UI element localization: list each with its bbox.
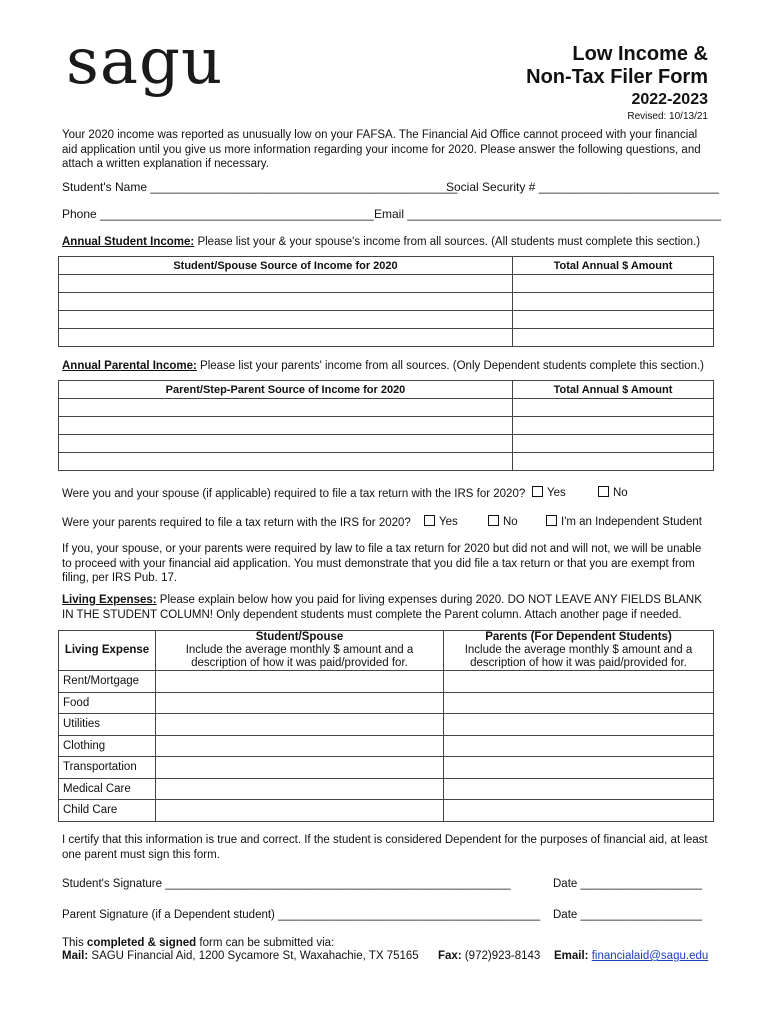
living-col-parents — [444, 631, 714, 671]
expense-label: Transportation — [59, 757, 156, 779]
income-amount-cell[interactable] — [513, 417, 714, 435]
table-row — [59, 692, 714, 714]
tax-q1-yes-option[interactable] — [532, 486, 566, 501]
table-row — [59, 757, 714, 779]
checkbox-icon[interactable] — [532, 486, 543, 497]
income-amount-cell[interactable] — [513, 329, 714, 347]
student-income-note: Please list your & your spouse's income from all sources. (All students must complete this section.) — [194, 236, 701, 248]
table-row — [59, 671, 714, 693]
income-source-cell[interactable] — [59, 293, 513, 311]
checkbox-icon[interactable] — [598, 486, 609, 497]
student-income-title: Annual Student Income: — [62, 236, 195, 248]
living-col-student-title: Student/Spouse — [255, 631, 344, 643]
submission-text: form can be submitted via: — [196, 937, 335, 949]
living-col-student — [156, 631, 444, 671]
income-source-cell[interactable] — [59, 435, 513, 453]
parent-expense-cell[interactable] — [444, 714, 714, 736]
option-label: I'm an Independent Student — [561, 516, 702, 528]
parent-expense-cell[interactable] — [444, 735, 714, 757]
parent-income-title: Annual Parental Income: — [62, 360, 197, 372]
parent-expense-cell[interactable] — [444, 671, 714, 693]
table-row — [59, 417, 714, 435]
student-income-heading — [62, 235, 700, 250]
parent-income-heading — [62, 359, 704, 374]
submission-text: This — [62, 937, 87, 949]
mail-address: SAGU Financial Aid, 1200 Sycamore St, Waxahachie, TX 75165 — [88, 950, 419, 962]
table-row — [59, 435, 714, 453]
tax-question-parents: Were your parents required to file a tax return with the IRS for 2020? — [62, 517, 411, 529]
expense-label: Clothing — [59, 735, 156, 757]
expense-label: Utilities — [59, 714, 156, 736]
title-line-1: Low Income & — [572, 43, 708, 65]
parent-income-col-amount: Total Annual $ Amount — [513, 381, 714, 399]
income-amount-cell[interactable] — [513, 399, 714, 417]
parent-income-col-source: Parent/Step-Parent Source of Income for 2020 — [59, 381, 513, 399]
title-line-2: Non-Tax Filer Form — [526, 66, 708, 88]
parent-expense-cell[interactable] — [444, 778, 714, 800]
student-date-field[interactable]: Date ___________________ — [553, 878, 703, 890]
parent-income-table — [58, 380, 714, 471]
table-row — [59, 329, 714, 347]
option-label: No — [503, 516, 518, 528]
income-source-cell[interactable] — [59, 311, 513, 329]
student-expense-cell[interactable] — [156, 778, 444, 800]
mail-line — [62, 949, 419, 964]
option-label: Yes — [547, 487, 566, 499]
table-row — [59, 735, 714, 757]
living-expenses-title: Living Expenses: — [62, 594, 157, 606]
table-row — [59, 311, 714, 329]
checkbox-icon[interactable] — [424, 515, 435, 526]
table-row — [59, 293, 714, 311]
sagu-logo: sagu — [66, 25, 224, 99]
award-year: 2022-2023 — [631, 91, 708, 108]
income-amount-cell[interactable] — [513, 293, 714, 311]
living-col-parents-sub: Include the average monthly $ amount and a description of how it was paid/provided for. — [464, 644, 693, 669]
submission-emphasis: completed & signed — [86, 937, 197, 949]
intro-paragraph: Your 2020 income was reported as unusually low on your FAFSA. The Financial Aid Office cannot proceed with your financial aid application until you give us more information regarding your income for 2020. Please answer the following questions, and attach a written explanation if necessary. — [62, 129, 701, 170]
fax-line — [438, 949, 540, 964]
fax-label: Fax: — [438, 950, 462, 962]
parent-expense-cell[interactable] — [444, 800, 714, 822]
tax-q2-yes-option[interactable] — [424, 515, 458, 530]
parent-signature-field[interactable]: Parent Signature (if a Dependent student) _________________________________________ — [62, 909, 541, 921]
email-line — [554, 949, 708, 964]
revised-date: Revised: 10/13/21 — [627, 111, 708, 122]
student-expense-cell[interactable] — [156, 671, 444, 693]
student-income-table — [58, 256, 714, 347]
parent-date-field[interactable]: Date ___________________ — [553, 909, 703, 921]
table-header-row — [59, 631, 714, 671]
living-expenses-table — [58, 630, 714, 822]
student-expense-cell[interactable] — [156, 800, 444, 822]
expense-label: Child Care — [59, 800, 156, 822]
living-col-expense: Living Expense — [59, 631, 156, 671]
student-income-col-amount: Total Annual $ Amount — [513, 257, 714, 275]
tax-q2-no-option[interactable] — [488, 515, 518, 530]
income-source-cell[interactable] — [59, 329, 513, 347]
income-amount-cell[interactable] — [513, 453, 714, 471]
income-amount-cell[interactable] — [513, 435, 714, 453]
student-name-field[interactable]: Student's Name ______________________________________________ — [62, 180, 458, 194]
expense-label: Rent/Mortgage — [59, 671, 156, 693]
independent-student-option[interactable] — [546, 515, 702, 530]
table-row — [59, 275, 714, 293]
student-signature-field[interactable]: Student's Signature ______________________________________________________ — [62, 878, 511, 890]
phone-field[interactable]: Phone _________________________________________ — [62, 207, 374, 221]
table-row — [59, 453, 714, 471]
income-source-cell[interactable] — [59, 417, 513, 435]
income-source-cell[interactable] — [59, 453, 513, 471]
table-row — [59, 714, 714, 736]
living-expenses-intro — [62, 593, 710, 622]
living-col-student-sub: Include the average monthly $ amount and a description of how it was paid/provided for. — [185, 644, 414, 669]
option-label: Yes — [439, 516, 458, 528]
form-title — [526, 43, 708, 89]
parent-expense-cell[interactable] — [444, 692, 714, 714]
income-amount-cell[interactable] — [513, 311, 714, 329]
income-amount-cell[interactable] — [513, 275, 714, 293]
option-label: No — [613, 487, 628, 499]
table-row — [59, 800, 714, 822]
table-row — [59, 778, 714, 800]
mail-label: Mail: — [62, 950, 89, 962]
student-expense-cell[interactable] — [156, 714, 444, 736]
parent-expense-cell[interactable] — [444, 757, 714, 779]
checkbox-icon[interactable] — [488, 515, 499, 526]
parent-income-note: Please list your parents' income from all sources. (Only Dependent students complete this section.) — [196, 360, 704, 372]
email-label: Email: — [554, 950, 589, 962]
ssn-field[interactable]: Social Security # ___________________________ — [446, 180, 719, 194]
email-field[interactable]: Email _______________________________________________ — [374, 207, 722, 221]
expense-label: Food — [59, 692, 156, 714]
living-col-parents-title: Parents (For Dependent Students) — [485, 631, 672, 643]
checkbox-icon[interactable] — [546, 515, 557, 526]
table-row — [59, 399, 714, 417]
income-source-cell[interactable] — [59, 399, 513, 417]
student-expense-cell[interactable] — [156, 692, 444, 714]
income-source-cell[interactable] — [59, 275, 513, 293]
student-income-col-source: Student/Spouse Source of Income for 2020 — [59, 257, 513, 275]
email-link[interactable]: financialaid@sagu.edu — [591, 950, 709, 962]
certification-paragraph: I certify that this information is true and correct. If the student is considered Dependent for the purposes of financial aid, at least one parent must sign this form. — [62, 834, 708, 861]
expense-label: Medical Care — [59, 778, 156, 800]
student-expense-cell[interactable] — [156, 757, 444, 779]
fax-number: (972)923-8143 — [461, 950, 541, 962]
table-header-row — [59, 381, 714, 399]
tax-q1-no-option[interactable] — [598, 486, 628, 501]
student-expense-cell[interactable] — [156, 735, 444, 757]
law-note-paragraph: If you, your spouse, or your parents were required by law to file a tax return for 2020 but did not and will not, we will be unable to proceed with your financial aid application. You must demonstrate that you did file a tax return or that you are exempt from filing, per IRS Pub. 17. — [62, 543, 702, 584]
tax-question-student: Were you and your spouse (if applicable) required to file a tax return with the IRS for 2020? — [62, 488, 526, 500]
living-expenses-note: Please explain below how you paid for living expenses during 2020. DO NOT LEAVE ANY FIELDS BLANK IN THE STUDENT COLUMN! Only dependent students must complete the Parent column. Attach another page if needed. — [62, 594, 702, 621]
table-header-row — [59, 257, 714, 275]
